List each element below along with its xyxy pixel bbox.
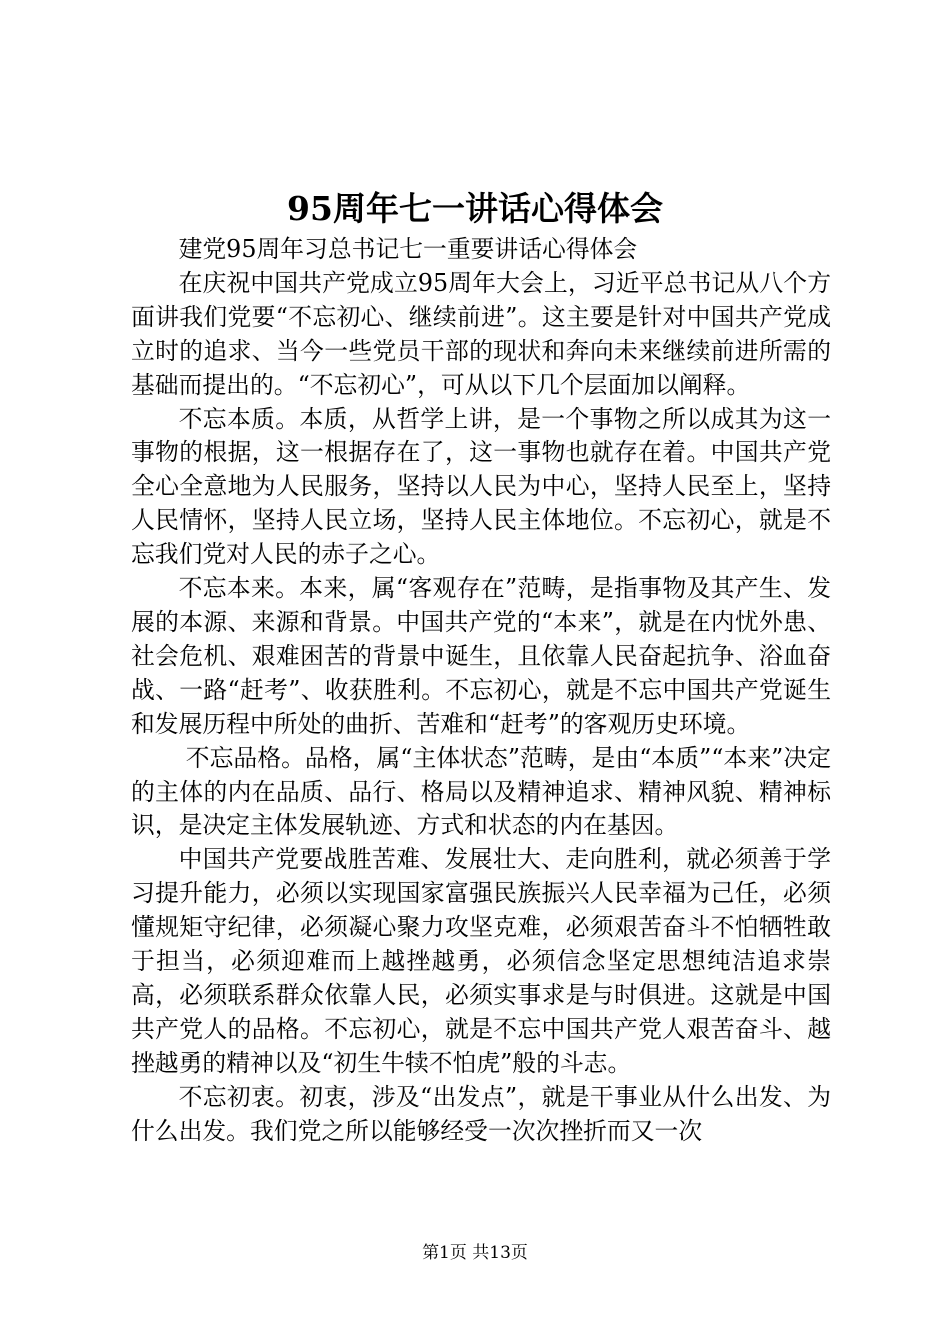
- body-paragraph: 中国共产党要战胜苦难、发展壮大、走向胜利，就必须善于学习提升能力，必须以实现国家富强民族振兴人民幸福为己任，必须懂规矩守纪律，必须凝心聚力攻坚克难，必须艰苦奋斗不怕牺牲敢于担当，必须迎难而上越挫越勇，必须信念坚定思想纯洁追求崇高，必须联系群众依靠人民，必须实事求是与时俱进。这就是中国共产党人的品格。不忘初心，就是不忘中国共产党人艰苦奋斗、越挫越勇的精神以及“初生牛犊不怕虎”般的斗志。: [131, 845, 831, 1077]
- document-body: [131, 233, 831, 1148]
- page-number-footer: 第1页 共13页: [422, 1243, 528, 1263]
- body-paragraph: 不忘本来。本来，属“客观存在”范畴，是指事物及其产生、发展的本源、来源和背景。中国共产党的“本来”，就是在内忧外患、社会危机、艰难困苦的背景中诞生，且依靠人民奋起抗争、浴血奋战、一路“赶考”、收获胜利。不忘初心，就是不忘中国共产党诞生和发展历程中所处的曲折、苦难和“赶考”的客观历史环境。: [131, 574, 831, 738]
- body-paragraph: 不忘本质。本质，从哲学上讲，是一个事物之所以成其为这一事物的根据，这一根据存在了，这一事物也就存在着。中国共产党全心全意地为人民服务，坚持以人民为中心，坚持人民至上，坚持人民情怀，坚持人民立场，坚持人民主体地位。不忘初心，就是不忘我们党对人民的赤子之心。: [131, 404, 831, 569]
- body-paragraph: 不忘品格。品格，属“主体状态”范畴，是由“本质”“本来”决定的主体的内在品质、品行、格局以及精神追求、精神风貌、精神标识，是决定主体发展轨迹、方式和状态的内在基因。: [131, 743, 831, 840]
- body-paragraph: 在庆祝中国共产党成立95周年大会上，习近平总书记从八个方面讲我们党要“不忘初心、继续前进”。这主要是针对中国共产党成立时的追求、当今一些党员干部的现状和奔向未来继续前进所需的基础而提出的。“不忘初心”，可从以下几个层面加以阐释。: [131, 268, 831, 399]
- document-title: 95周年七一讲话心得体会: [287, 189, 663, 228]
- body-paragraph: 不忘初衷。初衷，涉及“出发点”，就是干事业从什么出发、为什么出发。我们党之所以能够经受一次次挫折而又一次: [131, 1082, 831, 1145]
- subtitle-paragraph: 建党95周年习总书记七一重要讲话心得体会: [178, 235, 638, 263]
